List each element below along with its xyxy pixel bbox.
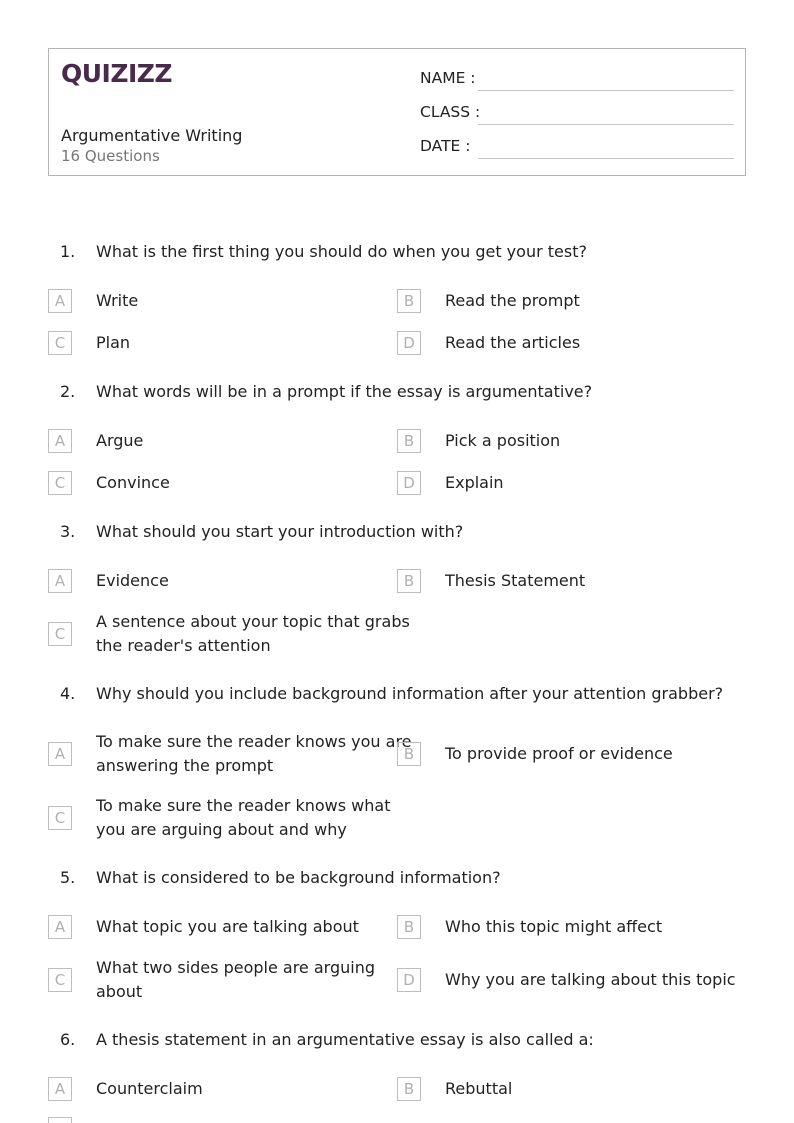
option-text: To provide proof or evidence xyxy=(445,744,673,763)
option-text: Read the articles xyxy=(445,333,581,352)
q3-option-a[interactable] xyxy=(48,569,169,593)
q2-option-d[interactable] xyxy=(397,471,504,495)
option-letter-box: A xyxy=(48,915,72,939)
q5-option-c[interactable] xyxy=(48,956,375,1004)
question-number: 3. xyxy=(60,522,76,541)
option-text-line: To make sure the reader knows what xyxy=(96,796,391,815)
q5-option-d[interactable] xyxy=(397,968,736,992)
option-text xyxy=(96,956,375,1004)
question-text: What words will be in a prompt if the essay is argumentative? xyxy=(96,382,593,401)
option-text-line: the reader's attention xyxy=(96,636,271,655)
option-text: Explain xyxy=(445,473,504,492)
class-label: CLASS : xyxy=(420,103,481,121)
option-text-line: about xyxy=(96,982,143,1001)
option-letter-box: A xyxy=(48,569,72,593)
option-letter-box: A xyxy=(48,1077,72,1101)
q4-option-a[interactable] xyxy=(48,730,412,778)
option-text-line: A sentence about your topic that grabs xyxy=(96,612,410,631)
q6-option-b[interactable] xyxy=(397,1077,512,1101)
q2-option-c[interactable] xyxy=(48,471,170,495)
q6-option-a[interactable] xyxy=(48,1077,203,1101)
option-letter-box: C xyxy=(48,968,72,992)
class-line[interactable] xyxy=(478,124,734,125)
question-number: 5. xyxy=(60,868,76,887)
option-letter-box: A xyxy=(48,429,72,453)
option-text: Plan xyxy=(96,333,131,352)
name-label: NAME : xyxy=(420,69,476,87)
option-letter-box: B xyxy=(397,742,421,766)
option-text: Rebuttal xyxy=(445,1079,513,1098)
option-text: What topic you are talking about xyxy=(96,917,359,936)
option-text: Pick a position xyxy=(445,431,561,450)
option-text: Convince xyxy=(96,473,170,492)
q1-option-b[interactable] xyxy=(397,289,580,313)
question-text: What is the first thing you should do when you get your test? xyxy=(96,242,587,261)
option-letter-box: A xyxy=(48,289,72,313)
option-letter-box: C xyxy=(48,806,72,830)
class-field[interactable] xyxy=(420,101,734,125)
option-letter-box: B xyxy=(397,289,421,313)
question-number: 1. xyxy=(60,242,76,261)
q3-option-b[interactable] xyxy=(397,569,585,593)
name-field[interactable] xyxy=(420,67,734,91)
date-line[interactable] xyxy=(478,158,734,159)
question-count: 16 Questions xyxy=(61,147,160,165)
name-line[interactable] xyxy=(478,90,734,91)
option-letter-box: B xyxy=(397,1077,421,1101)
option-letter-box: B xyxy=(397,915,421,939)
option-text: Who this topic might affect xyxy=(445,917,663,936)
q3-option-c[interactable] xyxy=(48,610,410,658)
option-text: Write xyxy=(96,291,139,310)
option-text-line: To make sure the reader knows you are xyxy=(96,732,412,751)
option-letter-box: D xyxy=(397,471,421,495)
option-text: Counterclaim xyxy=(96,1079,203,1098)
q2-option-b[interactable] xyxy=(397,429,560,453)
question-number: 6. xyxy=(60,1030,76,1049)
question-text: What is considered to be background information? xyxy=(96,868,501,887)
option-text: Argue xyxy=(96,431,144,450)
worksheet-title: Argumentative Writing xyxy=(61,126,243,145)
q5-option-a[interactable] xyxy=(48,915,359,939)
option-text xyxy=(96,610,410,658)
q6-option-c-partial-box[interactable] xyxy=(48,1117,72,1123)
date-field[interactable] xyxy=(420,135,734,159)
option-text: Read the prompt xyxy=(445,291,580,310)
option-text-line: you are arguing about and why xyxy=(96,820,347,839)
option-letter-box: B xyxy=(397,429,421,453)
option-letter-box: B xyxy=(397,569,421,593)
option-text: Why you are talking about this topic xyxy=(445,970,736,989)
question-text: What should you start your introduction with? xyxy=(96,522,464,541)
question-number: 2. xyxy=(60,382,76,401)
option-text: Evidence xyxy=(96,571,169,590)
quizizz-logo: QUIZIZZ xyxy=(61,59,173,88)
option-text xyxy=(96,794,390,842)
option-text-line: What two sides people are arguing xyxy=(96,958,375,977)
q2-option-a[interactable] xyxy=(48,429,143,453)
question-number: 4. xyxy=(60,684,76,703)
q5-option-b[interactable] xyxy=(397,915,662,939)
option-letter-box: D xyxy=(397,968,421,992)
option-letter-box: C xyxy=(48,471,72,495)
option-text xyxy=(96,730,412,778)
q1-option-a[interactable] xyxy=(48,289,138,313)
question-text: A thesis statement in an argumentative essay is also called a: xyxy=(96,1030,594,1049)
q4-option-c[interactable] xyxy=(48,794,390,842)
q4-option-b[interactable] xyxy=(397,742,673,766)
option-text: Thesis Statement xyxy=(445,571,586,590)
option-text-line: answering the prompt xyxy=(96,756,274,775)
option-letter-box: C xyxy=(48,622,72,646)
date-label: DATE : xyxy=(420,137,471,155)
option-letter-box: A xyxy=(48,742,72,766)
option-letter-box: D xyxy=(397,331,421,355)
option-letter-box: C xyxy=(48,331,72,355)
question-text: Why should you include background information after your attention grabber? xyxy=(96,684,724,703)
worksheet-header xyxy=(48,48,746,176)
q1-option-d[interactable] xyxy=(397,331,580,355)
q1-option-c[interactable] xyxy=(48,331,130,355)
